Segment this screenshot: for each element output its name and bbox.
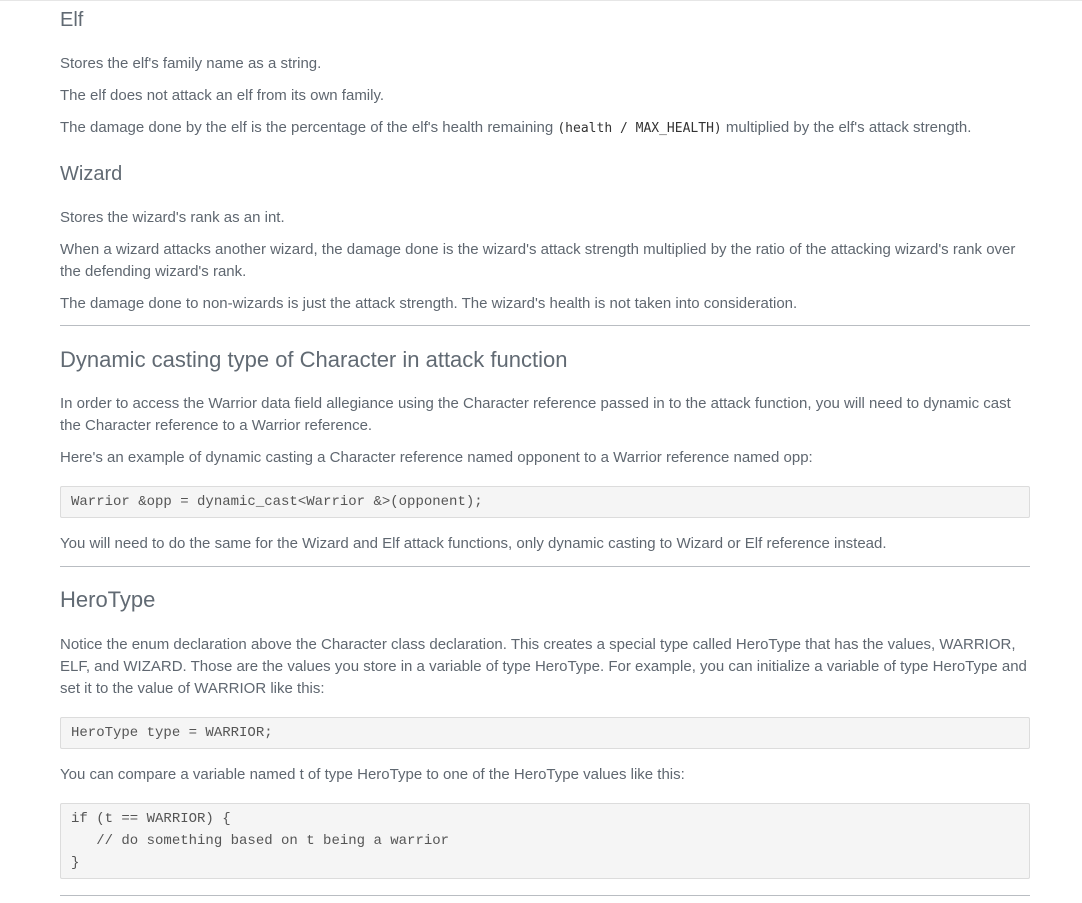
elf-health-ratio-code: (health / MAX_HEALTH) — [557, 121, 722, 136]
herotype-comparison-code-block: if (t == WARRIOR) { // do something based on t being a warrior } — [60, 803, 1030, 879]
dynamic-cast-paragraph-1: In order to access the Warrior data field allegiance using the Character reference passed in to the attack function, you will need to dynamic cast the Character reference to a Warrior reference. — [60, 395, 1011, 434]
elf-heading: Elf — [60, 9, 84, 31]
herotype-heading: HeroType — [60, 587, 156, 612]
elf-paragraph-3-text-a: The damage done by the elf is the percentage of the elf's health remaining — [60, 119, 558, 136]
herotype-paragraph-1: Notice the enum declaration above the Character class declaration. This creates a special type called HeroType that has the values, WARRIOR, ELF, and WIZARD. Those are the values you store in a variable of type HeroType. For example, you can initialize a variable of type HeroType and set it to the value of WARRIOR like this: — [60, 636, 1027, 697]
herotype-paragraph-2: You can compare a variable named t of type HeroType to one of the HeroType values like this: — [60, 766, 685, 783]
herotype-declaration-code-block: HeroType type = WARRIOR; — [60, 717, 1030, 749]
wizard-paragraph-3: The damage done to non-wizards is just the attack strength. The wizard's health is not taken into consideration. — [60, 295, 798, 312]
wizard-paragraph-2: When a wizard attacks another wizard, the damage done is the wizard's attack strength multiplied by the ratio of the attacking wizard's rank over the defending wizard's rank. — [60, 241, 1016, 280]
elf-paragraph-3-text-b: multiplied by the elf's attack strength. — [721, 119, 972, 136]
elf-paragraph-3 — [60, 117, 971, 140]
dynamic-cast-heading: Dynamic casting type of Character in attack function — [60, 347, 568, 372]
dynamic-cast-paragraph-3: You will need to do the same for the Wizard and Elf attack functions, only dynamic casting to Wizard or Elf reference instead. — [60, 535, 887, 552]
dynamic-cast-paragraph-2: Here's an example of dynamic casting a Character reference named opponent to a Warrior reference named opp: — [60, 449, 813, 466]
dynamic-cast-code-block: Warrior &opp = dynamic_cast<Warrior &>(opponent); — [60, 486, 1030, 518]
section-divider — [60, 895, 1030, 896]
section-divider — [60, 566, 1030, 567]
wizard-paragraph-1: Stores the wizard's rank as an int. — [60, 209, 285, 226]
section-divider — [60, 325, 1030, 326]
elf-paragraph-2: The elf does not attack an elf from its own family. — [60, 87, 385, 104]
elf-paragraph-1: Stores the elf's family name as a string. — [60, 55, 322, 72]
wizard-heading: Wizard — [60, 163, 123, 185]
